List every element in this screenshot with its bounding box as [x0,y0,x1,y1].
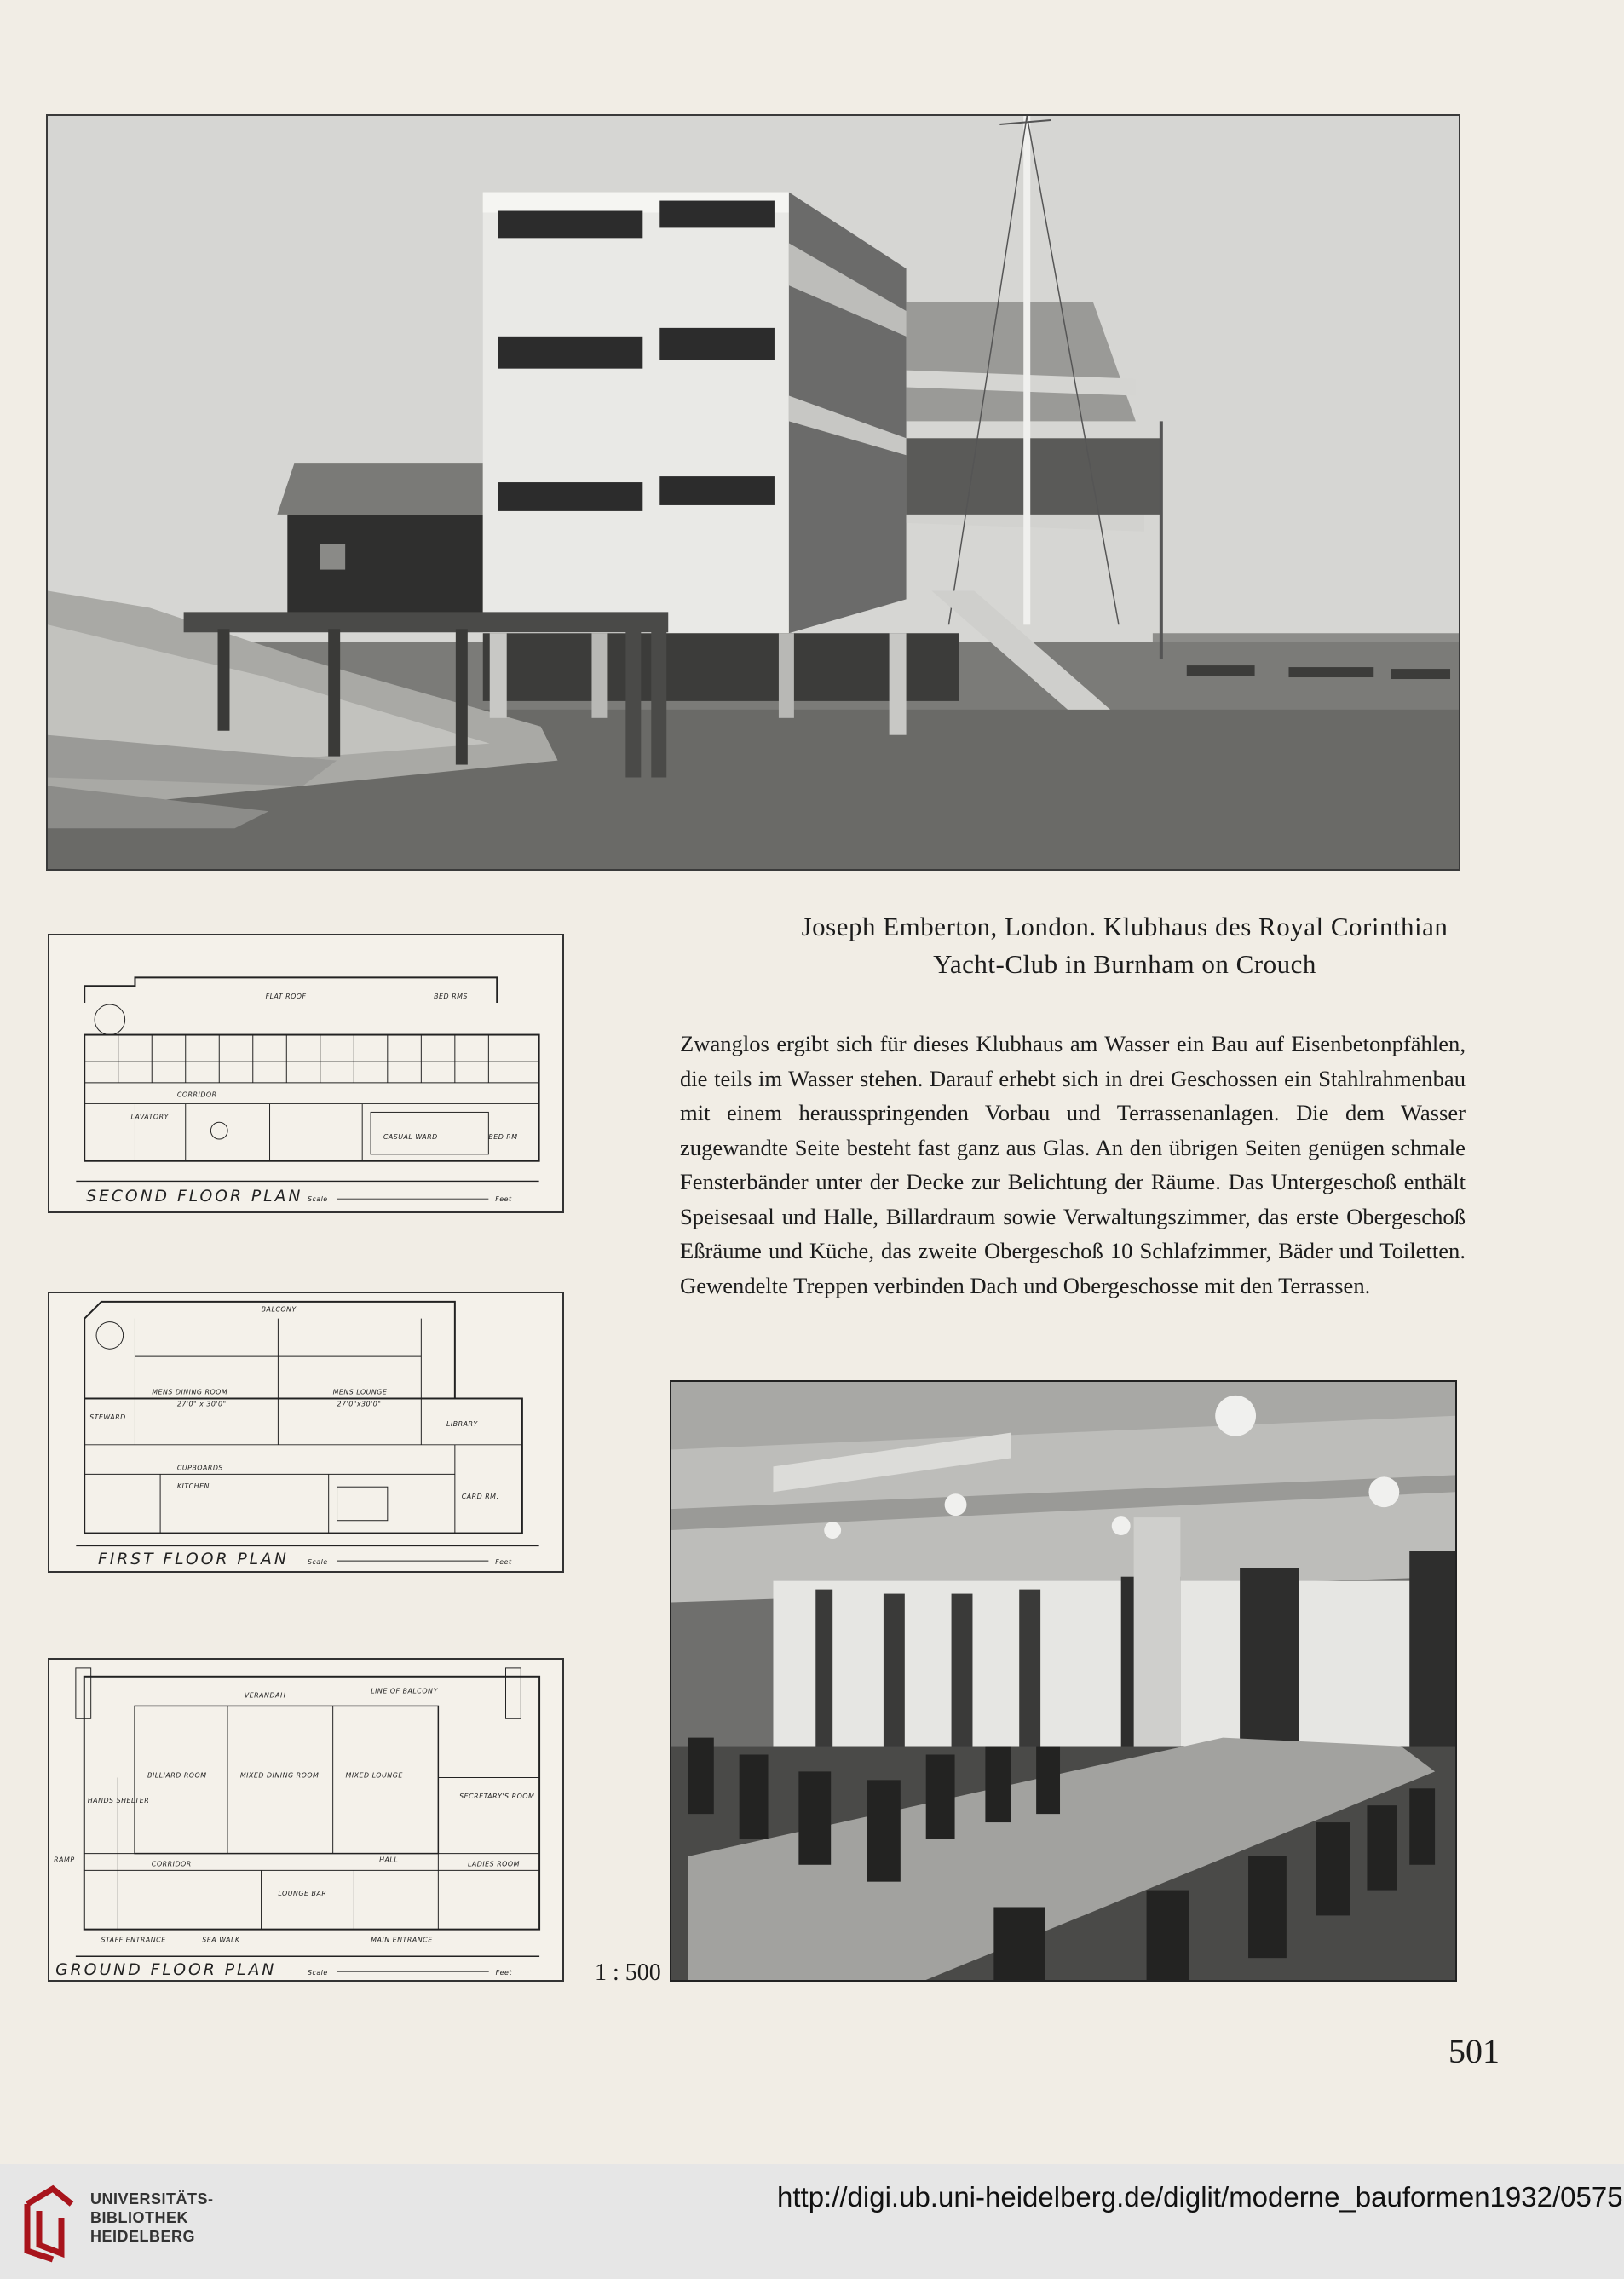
plan-scale-word: Scale [307,1558,328,1567]
plan-feet-word: Feet [495,1969,512,1977]
caption-line-2: Yacht-Club in Burnham on Crouch [933,949,1316,979]
label-kitchen: KITCHEN [176,1482,210,1491]
source-url[interactable]: http://digi.ub.uni-heidelberg.de/diglit/moderne_bauformen1932/0575 [777,2181,1623,2213]
ground-floor-plan [48,1658,564,1982]
label-bed-rm: BED RM [488,1133,518,1142]
plan-title-first: FIRST FLOOR PLAN [97,1551,289,1569]
second-floor-plan [48,934,564,1213]
article-body: Zwanglos ergibt sich für dieses Klubhaus am Wasser ein Bau auf Eisenbetonpfählen, die teils im Wasser stehen. Darauf erhebt sich in drei Geschossen ein Stahlrahmenbau mit einem herausspringenden Vorbau und Terrassenanlagen. Die dem Wasser zugewandte Seite besteht fast ganz aus Glas. An den übrigen Seiten genügen schmale Fensterbänder unter der Decke zur Belichtung der Räume. Das Untergeschoß enthält Speisesaal und Halle, Billardraum sowie Verwaltungszimmer, das erste Obergeschoß Eßräume und Küche, das zweite Obergeschoß 10 Schlafzimmer, Bäder und Toiletten. Gewendelte Treppen verbinden Dach und Obergeschosse mit den Terrassen. [680,1031,1466,1298]
library-name-line-2: BIBLIOTHEK [90,2209,188,2226]
label-cupboards: CUPBOARDS [176,1464,223,1472]
label-card-rm: CARD RM. [461,1493,499,1501]
plan-feet-word: Feet [495,1558,512,1567]
label-line-of-balcony: LINE OF BALCONY [371,1687,438,1695]
label-verandah: VERANDAH [244,1691,286,1700]
label-billiard: BILLIARD ROOM [147,1771,207,1780]
library-name-line-3: HEIDELBERG [90,2228,196,2245]
label-lavatory: LAVATORY [130,1113,169,1121]
label-balcony: BALCONY [261,1305,297,1314]
label-lounge-bar: LOUNGE BAR [278,1890,327,1898]
label-mens-lounge-dim: 27'0"x30'0" [337,1400,382,1408]
figure-caption [665,908,1585,983]
exterior-photo [46,114,1460,871]
label-ladies: LADIES ROOM [467,1860,520,1868]
label-main-entrance: MAIN ENTRANCE [371,1936,433,1944]
label-hands-shelter: HANDS SHELTER [87,1797,150,1805]
label-bedrms: BED RMS [434,993,468,1001]
caption-line-1: Joseph Emberton, London. Klubhaus des Royal Corinthian [801,912,1448,941]
label-library: LIBRARY [446,1420,478,1429]
label-mens-dining: MENS DINING ROOM [152,1388,228,1396]
label-mens-lounge: MENS LOUNGE [332,1388,388,1396]
plan-title-second: SECOND FLOOR PLAN [86,1188,303,1206]
interior-photo [670,1380,1457,1982]
label-flat-roof: FLAT ROOF [265,993,307,1001]
label-casual-ward: CASUAL WARD [383,1133,438,1142]
label-mens-dining-dim: 27'0" x 30'0" [176,1400,227,1408]
label-mixed-lounge: MIXED LOUNGE [345,1771,403,1780]
label-corridor: CORRIDOR [176,1091,217,1099]
label-hall: HALL [379,1856,399,1864]
plan-title-ground: GROUND FLOOR PLAN [55,1961,277,1980]
label-mixed-dining: MIXED DINING ROOM [239,1771,320,1780]
label-steward: STEWARD [89,1413,126,1422]
label-corridor: CORRIDOR [151,1860,192,1868]
label-staff-entrance: STAFF ENTRANCE [101,1936,166,1944]
label-secretarys: SECRETARY'S ROOM [459,1793,535,1801]
plan-feet-word: Feet [495,1195,512,1204]
library-name [90,2190,214,2246]
plan-scale-word: Scale [307,1969,328,1977]
first-floor-plan [48,1292,564,1573]
library-name-line-1: UNIVERSITÄTS- [90,2190,214,2207]
label-sea-walk: SEA WALK [202,1936,240,1944]
plan-scale-ratio: 1 : 500 [595,1960,661,1986]
library-logo-icon [19,2178,80,2264]
label-ramp: RAMP [54,1856,75,1864]
page-number: 501 [1448,2032,1500,2070]
plan-scale-word: Scale [307,1195,328,1204]
